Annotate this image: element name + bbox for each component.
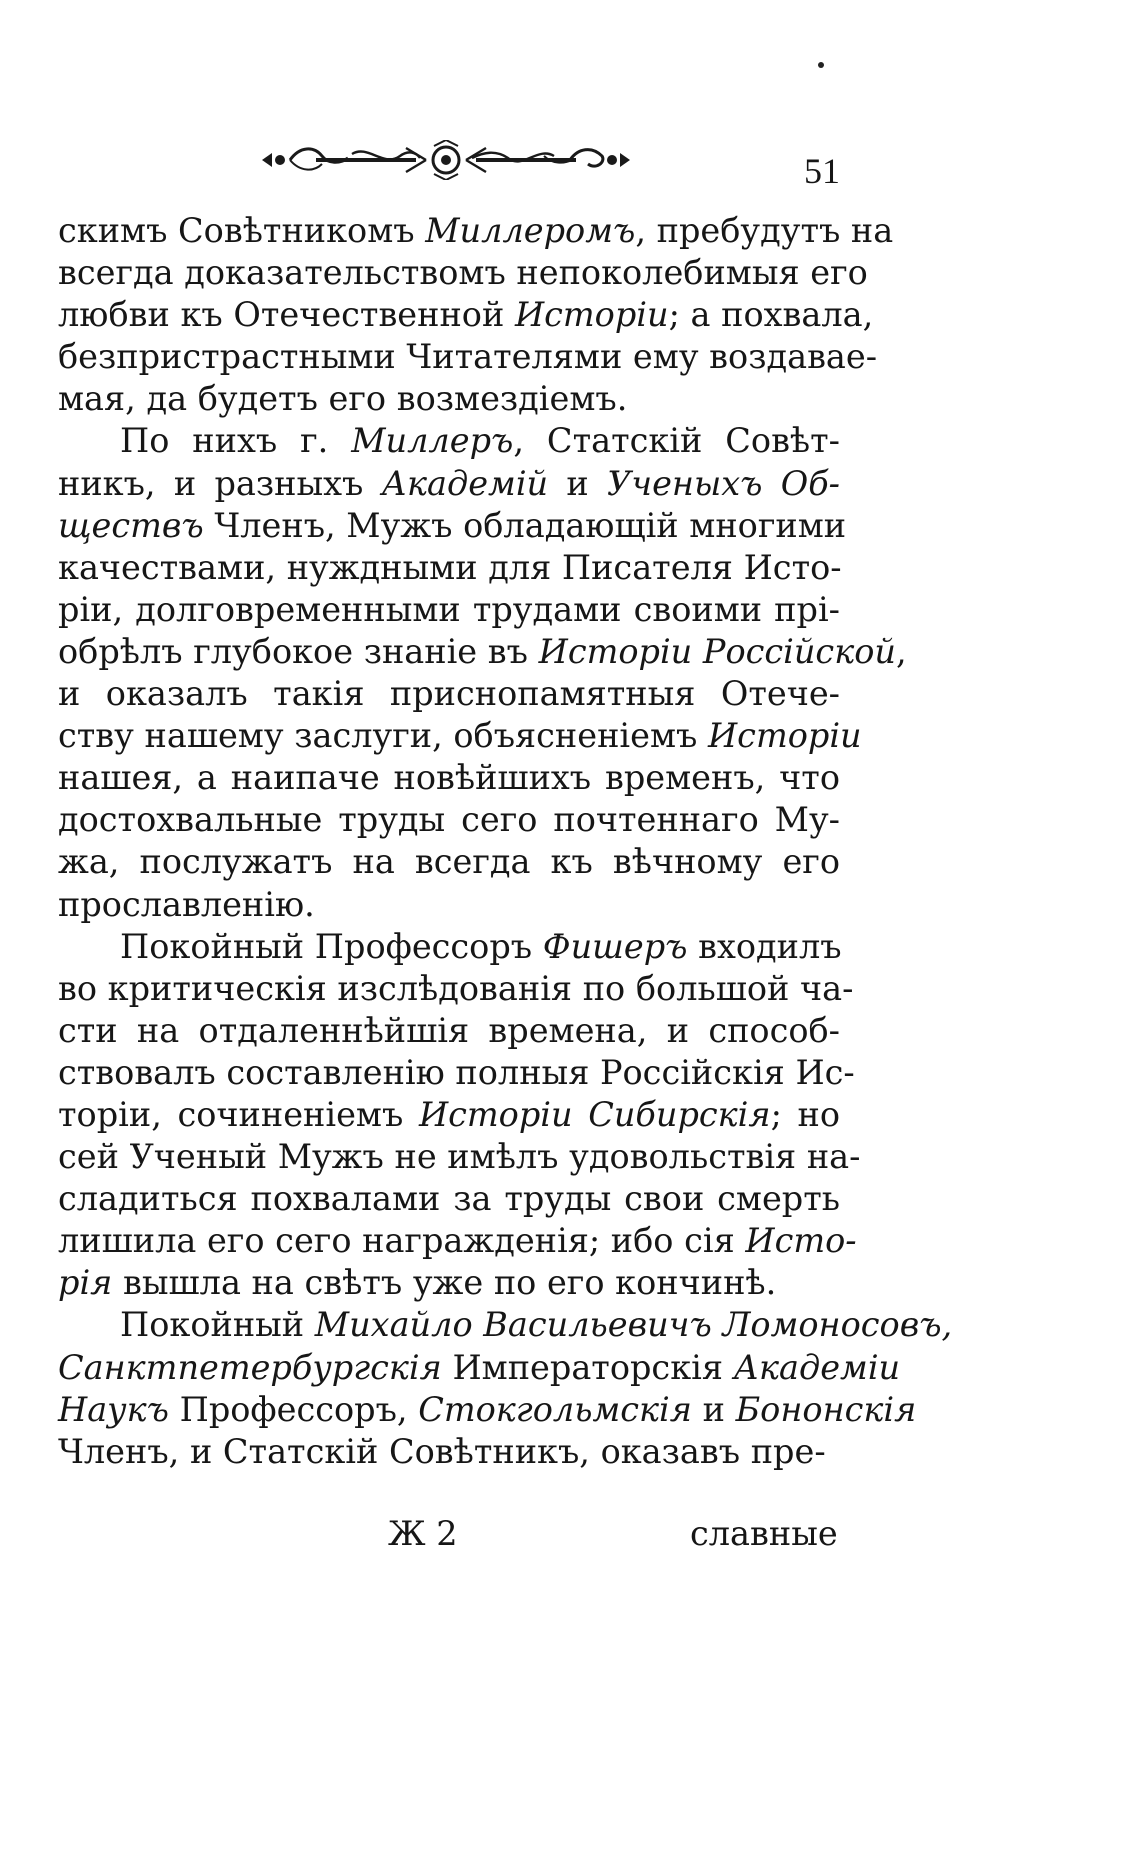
text-line [58,1262,840,1304]
text-run: , [895,631,907,671]
italic-name: Ученыхъ Об- [607,463,840,503]
text-line [58,294,874,336]
text-run: Членъ, и Статскій Совѣтникъ, оказавъ пре- [58,1431,826,1471]
text-run: обрѣлъ глубокое знаніе въ [58,631,539,671]
text-line [58,715,862,757]
text-line [58,757,840,799]
text-run: торіи, сочиненіемъ [58,1094,419,1134]
text-run: сти на отдаленнѣйшія времена, и способ- [58,1010,840,1050]
text-line [58,1094,840,1136]
text-line [58,210,894,252]
text-line [58,1136,861,1178]
italic-name: Исторіи [707,716,862,756]
text-line [58,884,840,926]
text-run: всегда доказательствомъ непоколебимыя его [58,253,868,293]
text-run: ству нашему заслуги, объясненіемъ [58,716,708,756]
text-run: и [691,1389,736,1429]
body-text [58,210,953,1473]
text-line [58,378,840,420]
text-line [58,505,847,547]
text-run: жа, послужатъ на всегда къ вѣчному его [58,842,840,882]
text-run: Профессоръ, [168,1389,419,1429]
text-run: нашея, а наипаче новѣйшихъ временъ, что [58,758,840,798]
text-run: Членъ, Мужъ обладающій многими [203,505,847,545]
text-run: и оказалъ такія приснопамятныя Отече- [58,674,840,714]
page-number: 51 [804,151,840,191]
text-run: ріи, долговременными трудами своими прі- [58,589,840,629]
text-run: прославленію. [58,884,315,924]
text-line [58,589,840,631]
text-run: , Статскій Совѣт- [513,421,840,461]
italic-name: Михайло Васильевичъ Ломоносовъ, [314,1305,953,1345]
text-run: безпристрастными Читателями ему воздавае- [58,337,878,377]
text-run: Покойный [120,1305,315,1345]
text-run: По нихъ г. [120,421,352,461]
text-line [58,547,840,589]
text-line [58,1431,840,1473]
text-run: сладиться похвалами за труды свои смерть [58,1179,840,1219]
italic-name: Миллеромъ [425,211,636,250]
text-run: сей Ученый Мужъ не имѣлъ удовольствія на- [58,1137,861,1177]
catchword: славные [690,1514,838,1553]
text-run: качествами, нуждными для Писателя Исто- [58,547,842,587]
text-run: ; а похвала, [668,295,874,335]
text-run: и [548,463,608,503]
text-run: скимъ Совѣтникомъ [58,211,426,250]
italic-name: Исторіи Россійской [538,631,896,671]
text-line [58,926,840,968]
text-line [58,799,840,841]
text-run: , пребудутъ на [635,211,894,250]
text-line [58,631,907,673]
italic-name: Академій [381,463,549,503]
text-run: любви къ Отечественной [58,295,515,335]
text-run: Императорскія [441,1347,734,1387]
text-line [58,841,840,883]
decorative-headpiece-icon [256,140,636,180]
text-line [58,336,878,378]
text-line [58,1178,840,1220]
text-run: мая, да будетъ его возмездіемъ. [58,379,628,419]
text-run: никъ, и разныхъ [58,463,382,503]
italic-name: Миллеръ [351,421,514,461]
text-run: Покойный Профессоръ [120,926,543,966]
text-line [58,1052,855,1094]
italic-name: Академіи [733,1347,901,1387]
italic-name: Стокгольмскія [418,1389,692,1429]
italic-name: Фишеръ [542,926,688,966]
text-line [58,968,854,1010]
signature-mark: Ж 2 [388,1514,458,1553]
text-run: достохвальные труды сего почтеннаго Му- [58,800,840,840]
text-run: ствовалъ составленію полныя Россійскія Ис- [58,1052,855,1092]
print-speck [818,62,824,68]
italic-name: Бононскія [735,1389,917,1429]
italic-name: Санктпетербургскія [58,1347,442,1387]
text-run: входилъ [687,926,842,966]
text-line [58,252,868,294]
text-line [58,1304,953,1346]
text-line [58,1010,840,1052]
text-line [58,1220,857,1262]
text-line [58,1389,917,1431]
italic-name: Исторіи [514,295,669,335]
text-run: во критическія изслѣдованія по большой ча- [58,968,854,1008]
italic-name: Исторіи Сибирскія [418,1094,771,1134]
text-line [58,673,840,715]
italic-name: Наукъ [58,1389,169,1429]
italic-name: Исто- [745,1221,857,1261]
text-line [58,420,840,462]
italic-name: рія [58,1263,113,1303]
italic-name: ществъ [58,505,204,545]
text-run: лишила его сего награжденія; ибо сія [58,1221,746,1261]
text-line [58,463,840,505]
text-run: ; но [770,1094,841,1134]
text-run: вышла на свѣтъ уже по его кончинѣ. [112,1263,777,1303]
text-line [58,1347,901,1389]
